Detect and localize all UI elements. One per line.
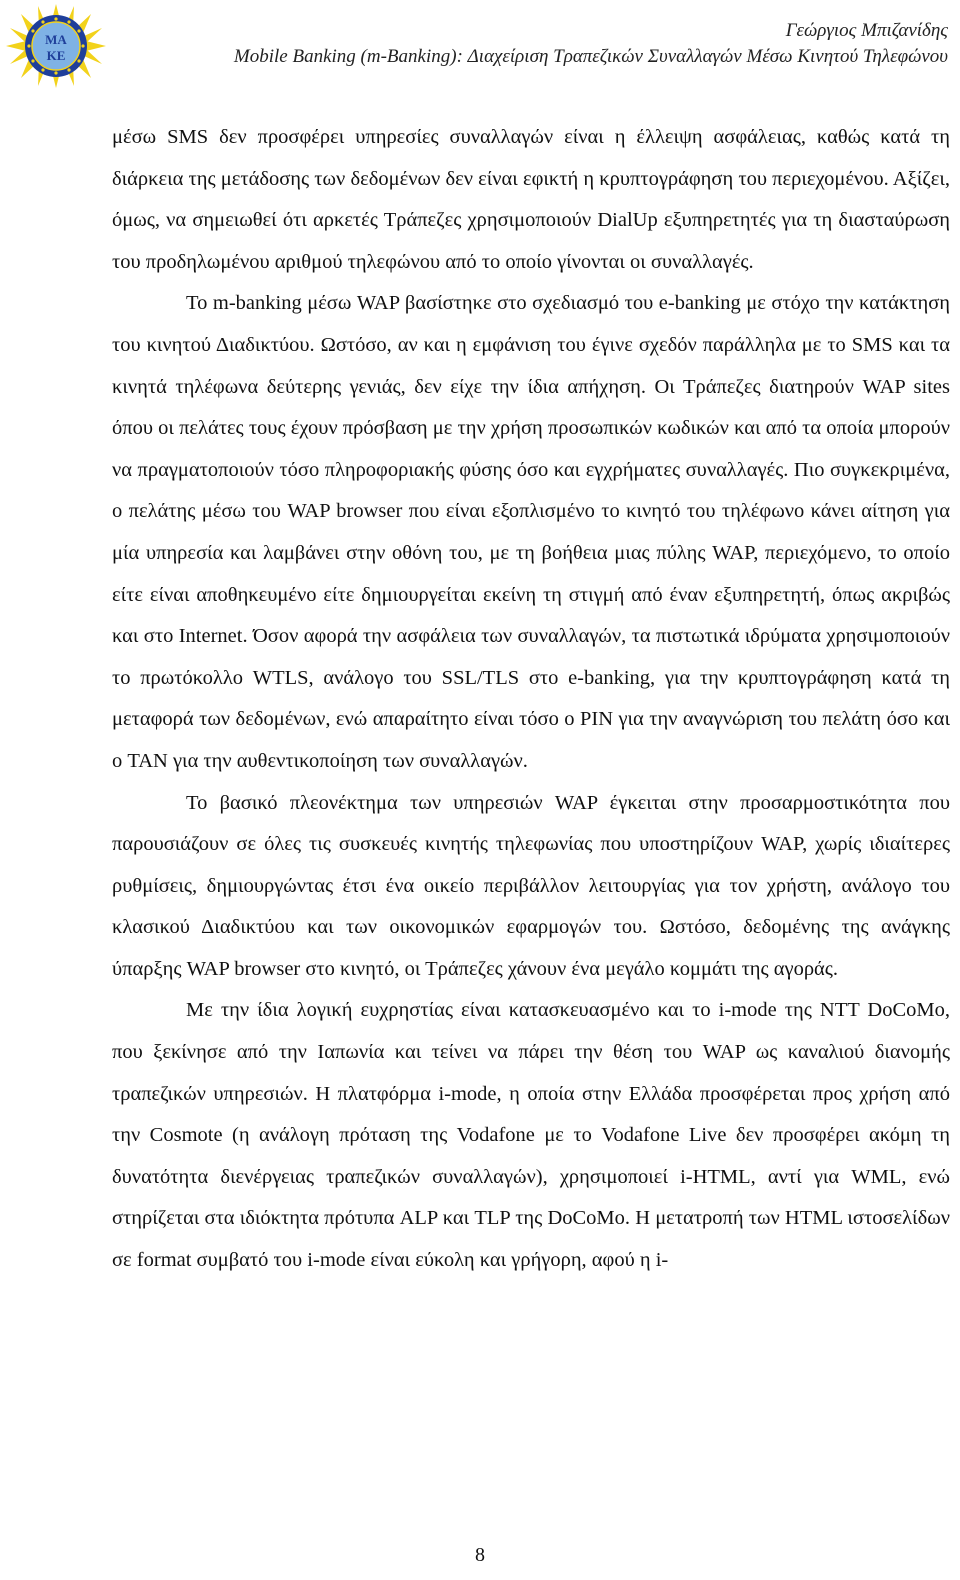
svg-text:KE: KE (46, 48, 66, 63)
page-number: 8 (475, 1544, 485, 1566)
header-title: Mobile Banking (m-Banking): Διαχείριση Τραπεζικών Συναλλαγών Μέσω Κινητού Τηλεφώνου (233, 46, 948, 67)
paragraph-1: μέσω SMS δεν προσφέρει υπηρεσίες συναλλαγών είναι η έλλειψη ασφάλειας, καθώς κατά τη διάρκεια της μετάδοσης των δεδομένων δεν είναι εφικτή η κρυπτογράφηση του περιεχομένου. Αξίζει, όμως, να σημειωθεί ότι αρκετές Τράπεζες χρησιμοποιούν DialUp εξυπηρετητές για τη διασταύρωση του προδηλωμένου αριθμού τηλεφώνου από το οποίο γίνονται οι συναλλαγές. (112, 126, 950, 273)
paragraph-4: Με την ίδια λογική ευχρηστίας είναι κατασκευασμένο και το i-mode της NTT DoCoMo, που ξεκίνησε από την Ιαπωνία και τείνει να πάρει την θέση του WAP ως καναλιού διανομής τραπεζικών υπηρεσιών. Η πλατφόρμα i-mode, η οποία στην Ελλάδα προσφέρεται προς χρήση από την Cosmote (η ανάλογη πρόταση της Vodafone με το Vodafone Live δεν προσφέρει ακόμη τη δυνατότητα διενέργειας τραπεζικών συναλλαγών), χρησιμοποιεί i-HTML, αντί για WML, ενώ στηρίζεται στα ιδιόκτητα πρότυπα ALP και TLP της DoCoMo. Η μετατροπή των HTML ιστοσελίδων σε format συμβατό του i-mode είναι εύκολη και γρήγορη, αφού η i- (112, 999, 950, 1272)
paragraph-3: Το βασικό πλεονέκτημα των υπηρεσιών WAP έγκειται στην προσαρμοστικότητα που παρουσιάζουν σε όλες τις συσκευές κινητής τηλεφωνίας που υποστηρίζουν WAP, χωρίς ιδιαίτερες ρυθμίσεις, δημιουργώντας έτσι ένα οικείο περιβάλλον λειτουργίας για τον χρήστη, ανάλογο του κλασικού Διαδικτύου και των οικονομικών εφαρμογών του. Ωστόσο, δεδομένης της ανάγκης ύπαρξης WAP browser στο κινητό, οι Τράπεζες χάνουν ένα μεγάλο κομμάτι της αγοράς. (112, 791, 950, 980)
document-body (112, 117, 950, 1282)
page-header (0, 0, 960, 90)
header-text-block (108, 18, 948, 70)
logo-text: MA (45, 32, 67, 47)
header-author: Γεώργιος Μπιζανίδης (785, 20, 948, 41)
university-logo (6, 4, 106, 88)
paragraph-2: Το m-banking μέσω WAP βασίστηκε στο σχεδιασμό του e-banking με στόχο την κατάκτηση του κινητού Διαδικτύου. Ωστόσο, αν και η εμφάνιση του έγινε σχεδόν παράλληλα με το SMS και τα κινητά τηλέφωνα δεύτερης γενιάς, δεν είχε την ίδια απήχηση. Οι Τράπεζες διατηρούν WAP sites όπου οι πελάτες τους έχουν πρόσβαση με την χρήση προσωπικών κωδικών και από τα οποία μπορούν να πραγματοποιούν τόσο πληροφοριακής φύσης όσο και εγχρήματες συναλλαγές. Πιο συγκεκριμένα, ο πελάτης μέσω του WAP browser που είναι εξοπλισμένο το κινητό του τηλέφωνο κάνει αίτηση για μία υπηρεσία και λαμβάνει στην οθόνη του, με τη βοήθεια μιας πύλης WAP, περιεχόμενο, το οποίο είτε είναι αποθηκευμένο είτε δημιουργείται εκείνη τη στιγμή από έναν εξυπηρετητή, όπως ακριβώς και στο Internet. Όσον αφορά την ασφάλεια των συναλλαγών, τα πιστωτικά ιδρύματα χρησιμοποιούν το πρωτόκολλο WTLS, ανάλογο του SSL/TLS στο e-banking, για την κρυπτογράφηση κατά τη μεταφορά των δεδομένων, ενώ απαραίτητο είναι τόσο ο PIN για την αναγνώριση του πελάτη όσο και ο TAN για την αυθεντικοποίηση των συναλλαγών. (112, 292, 950, 772)
